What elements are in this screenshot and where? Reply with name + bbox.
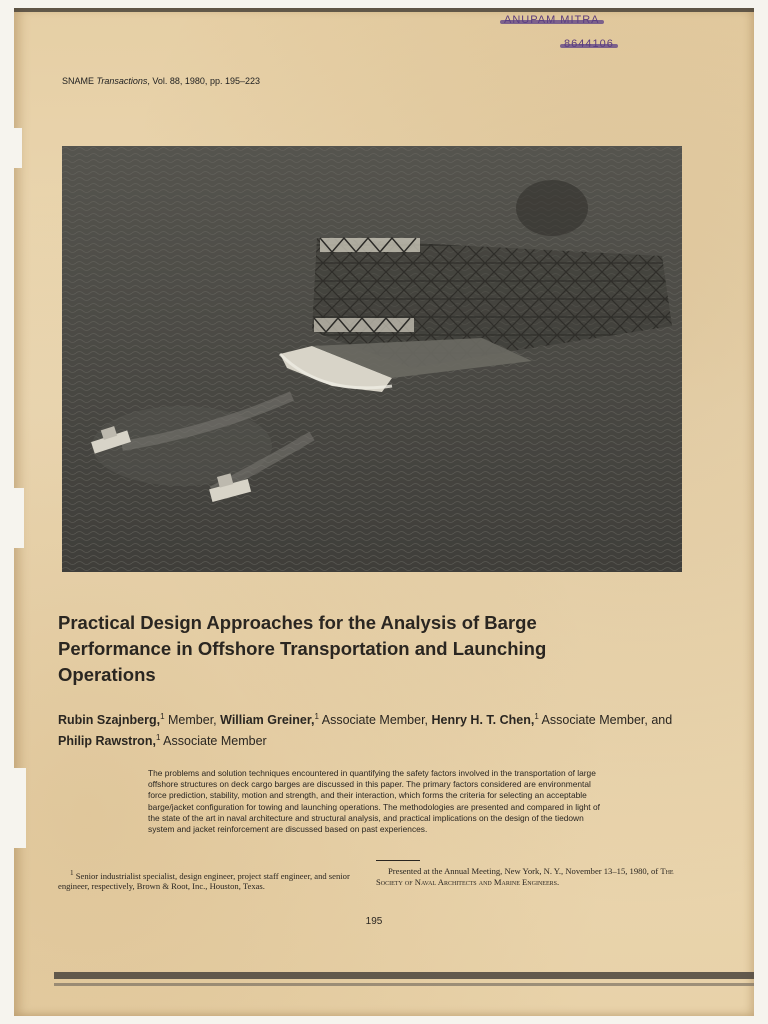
author-role: Associate Member,: [318, 713, 432, 728]
author-role: Associate Member, and: [538, 713, 673, 728]
barge-photo-image: [62, 146, 682, 572]
author-name: Henry H. T. Chen,: [431, 713, 535, 728]
page-number: 195: [365, 916, 383, 927]
paper-page: [14, 8, 754, 1016]
presentation-text: Presented at the Annual Meeting, New York, N. Y., November 13–15, 1980, of: [388, 866, 661, 876]
footnote-text: Senior industrialist specialist, design engineer, project staff engineer, and senior engineer, respectively, Brown & Root, Inc., Houston, Texas.: [58, 870, 350, 892]
journal-prefix: SNAME: [62, 76, 95, 86]
struck-number-note: [564, 38, 614, 50]
journal-volume: , Vol. 88, 1980, pp. 195–223: [147, 76, 260, 86]
journal-name: Transactions: [96, 76, 148, 86]
author-role: Member,: [164, 713, 221, 728]
author-footnote-mark: 1: [534, 712, 539, 721]
torn-edge: [14, 768, 26, 848]
torn-edge: [14, 488, 24, 548]
author-footnote-mark: 1: [155, 733, 161, 743]
footnote-mark: 1: [70, 869, 74, 877]
cover-photo: [62, 146, 682, 572]
abstract: The problems and solution techniques encountered in quantifying the safety factors involved in the transportation of large offshore structures on deck cargo barges are discussed in this paper. The primary factors considered are environmental force prediction, stability, motion and strength, and their interaction, which forms the criteria for selecting an acceptable barge/jacket configuration for towing and launching operations. The methodologies are presented and compared in light of the state of the art in naval architecture and structural analysis, and practical implications on the design of the tiedown system and jacket reinforcement are discussed based on past experiences.: [148, 768, 600, 835]
author-list: [58, 708, 678, 750]
torn-edge: [14, 128, 22, 168]
presentation-footnote: [376, 860, 692, 887]
author-footnote-mark: 1: [314, 712, 319, 721]
author-affiliation-footnote: [58, 868, 368, 892]
top-edge: [14, 8, 754, 12]
author-name: William Greiner,: [220, 713, 315, 728]
author-footnote-mark: 1: [160, 712, 165, 721]
author-role: Associate Member: [160, 734, 267, 749]
author-name: Philip Rawstron,: [58, 734, 156, 749]
society-name: The Society of Naval Architects and Marine Engineers.: [376, 866, 674, 887]
journal-header: [62, 76, 260, 86]
bottom-edge-line: [54, 983, 754, 986]
footnote-rule: [376, 860, 420, 861]
paper-title: Practical Design Approaches for the Analysis of Barge Performance in Offshore Transportation and Launching Operations: [58, 612, 547, 685]
struck-name-note: [504, 14, 600, 26]
author-name: Rubin Szajnberg,: [58, 713, 161, 728]
bottom-edge-band: [54, 972, 754, 979]
